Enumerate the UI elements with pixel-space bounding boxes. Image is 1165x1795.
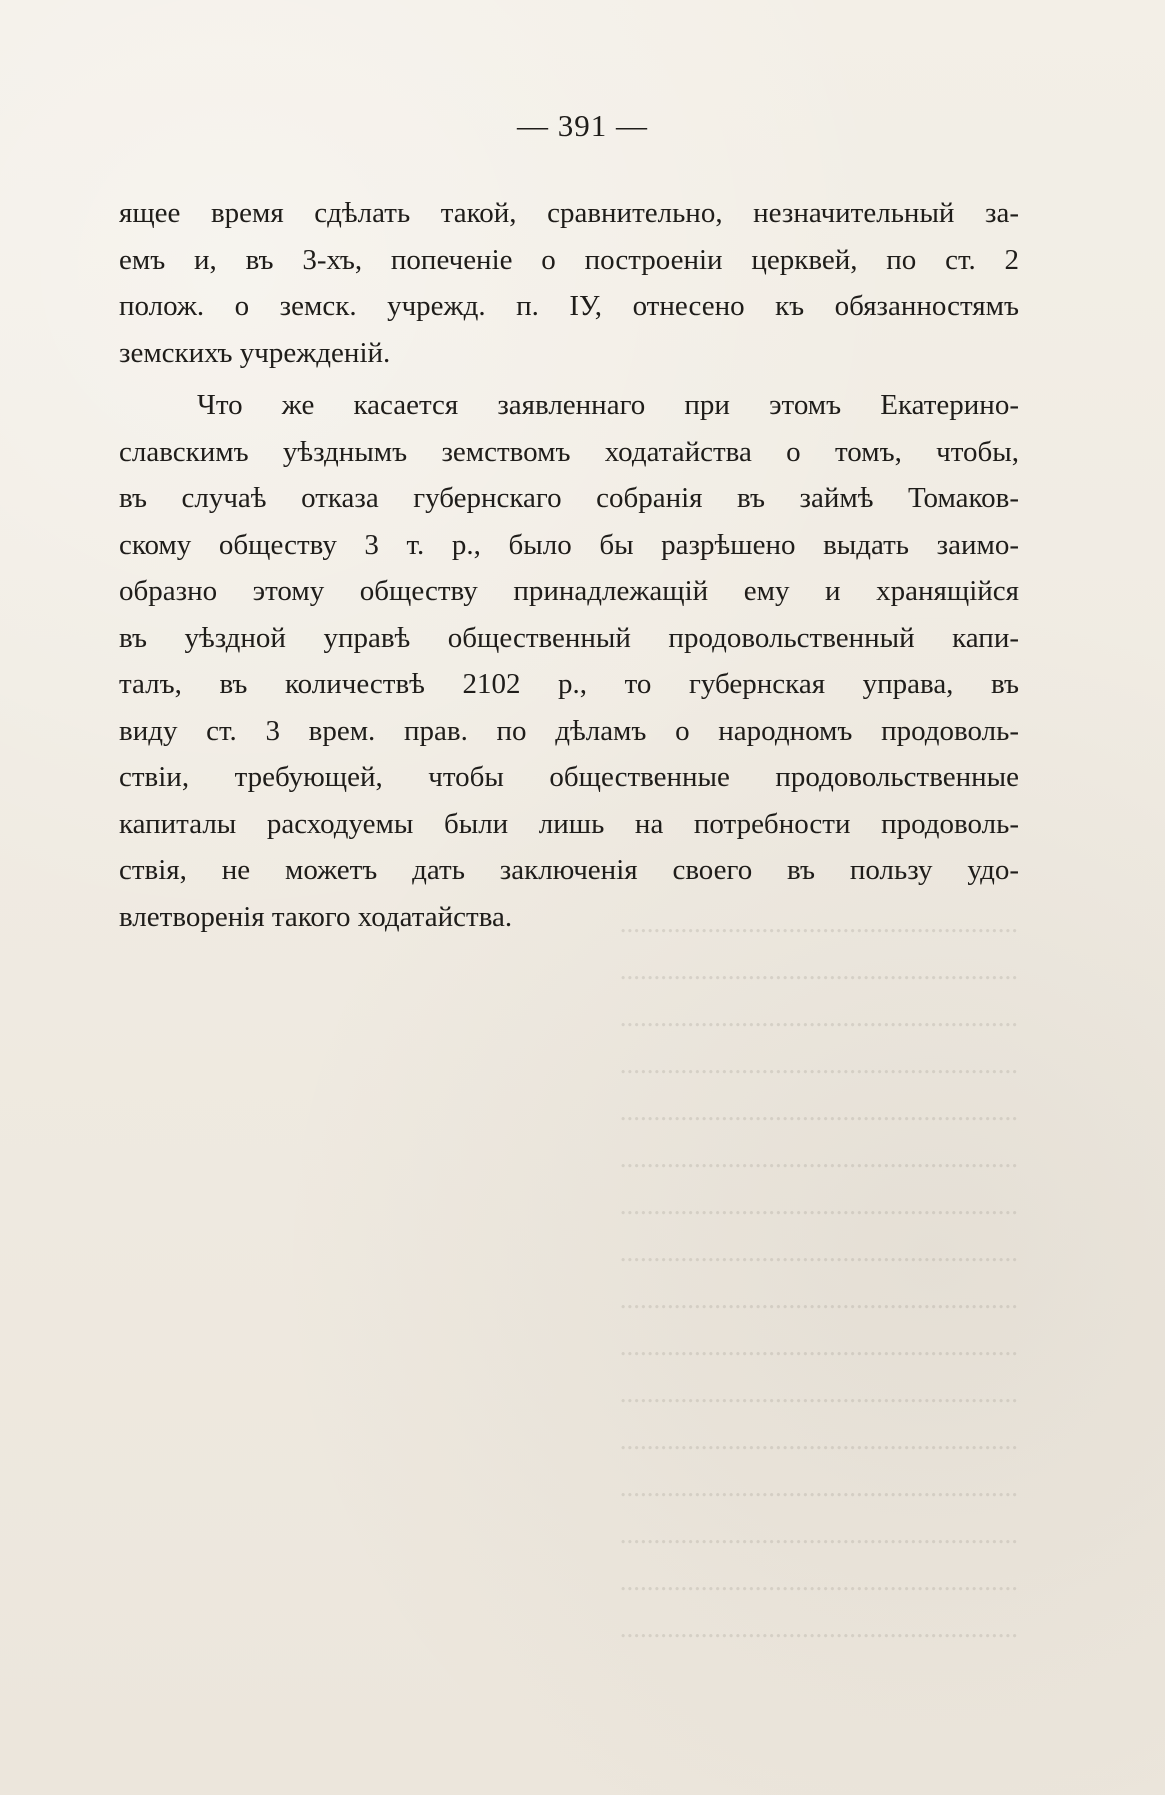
paragraph-2-line-9: ствіи, требующей, чтобы общественные продовольственные xyxy=(119,761,1019,793)
paragraph-2-line-2: славскимъ уѣзднымъ земствомъ ходатайства о томъ, чтобы, xyxy=(119,435,1019,468)
page-number: — 391 — xyxy=(517,108,648,143)
paragraph-2-line-6: въ уѣздной управѣ общественный продовольственный капи- xyxy=(119,621,1019,654)
paragraph-2-line-7: талъ, въ количествѣ 2102 р., то губернская управа, въ xyxy=(119,668,1019,700)
paragraph-2-line-11: ствія, не можетъ дать заключенія своего въ пользу удо- xyxy=(119,854,1019,886)
paragraph-1-line-4: земскихъ учрежденій. xyxy=(119,336,391,369)
paragraph-1-line-3: полож. о земск. учрежд. п. IУ, отнесено къ обязанностямъ xyxy=(119,290,1019,322)
paragraph-1-line-1: ящее время сдѣлать такой, сравнительно, незначительный за- xyxy=(119,197,1019,229)
bleed-through-text: ........................................................... ........................................................... ........................................................... ........................................................... ........................................................... ........................................................... ........................................................... ........................................................... ........................................................... ........................................................... ........................................................... ........................................................... ........................................................... ........................................................... ........................................................... ........................................................... xyxy=(619,908,1018,1643)
paragraph-2 xyxy=(119,382,1019,940)
paragraph-2-line-4: скому обществу 3 т. р., было бы разрѣшено выдать заимо- xyxy=(119,528,1019,561)
paragraph-1 xyxy=(119,190,1019,376)
paragraph-2-line-5: образно этому обществу принадлежащій ему и хранящійся xyxy=(119,575,1019,607)
paragraph-2-line-1: Что же касается заявленнаго при этомъ Екатерино- xyxy=(197,389,1019,421)
paragraph-2-line-10: капиталы расходуемы были лишь на потребности продоволь- xyxy=(119,807,1019,840)
paragraph-2-line-8: виду ст. 3 врем. прав. по дѣламъ о народномъ продоволь- xyxy=(119,714,1019,747)
paragraph-2-line-3: въ случаѣ отказа губернскаго собранія въ займѣ Томаков- xyxy=(119,482,1019,514)
paragraph-2-line-12: влетворенія такого ходатайства. xyxy=(119,900,513,933)
paragraph-1-line-2: емъ и, въ 3-хъ, попеченіе о построеніи церквей, по ст. 2 xyxy=(119,243,1019,276)
